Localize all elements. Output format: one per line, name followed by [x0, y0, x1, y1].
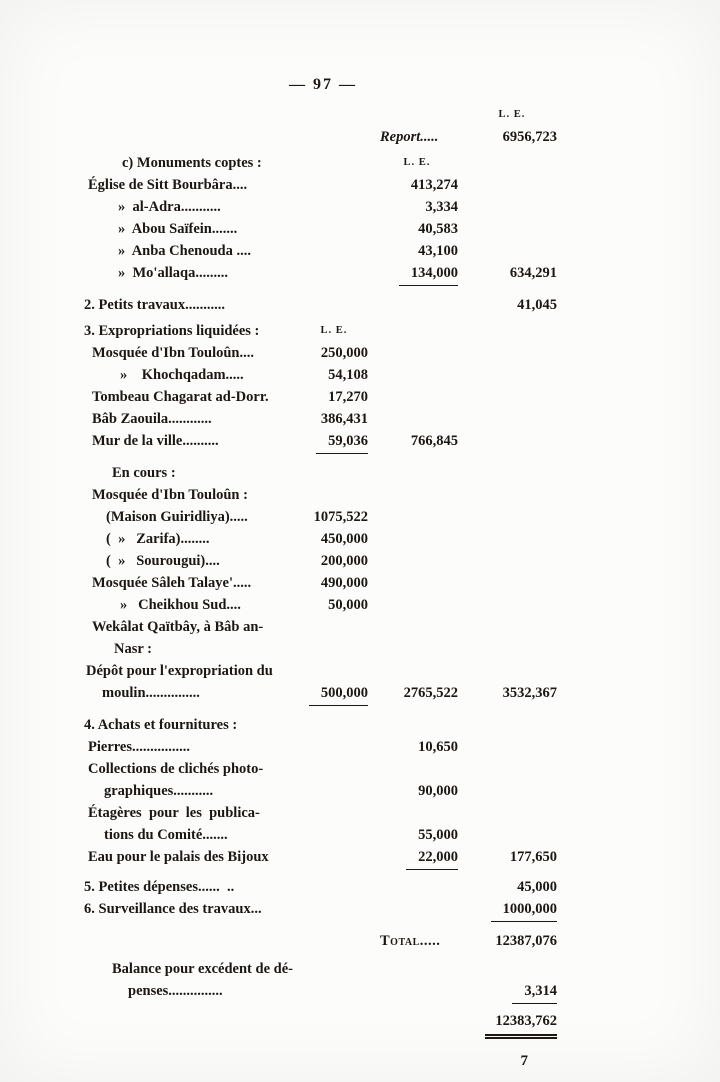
cell-c1 [296, 930, 372, 952]
amount-value: 50,000 [328, 597, 368, 613]
cell-c2 [372, 126, 462, 148]
table-row [84, 550, 562, 572]
cell-c2 [372, 342, 462, 364]
amount-value: 17,270 [328, 389, 368, 405]
cell-c1 [296, 876, 372, 898]
table-row [84, 758, 562, 780]
row-label: Tombeau Chagarat ad-Dorr. [92, 389, 269, 405]
row-label: » Mo'allaqa......... [118, 265, 228, 281]
amount-value: Report..... [380, 129, 439, 145]
cell-c3 [462, 342, 562, 364]
table-row [84, 958, 562, 980]
cell-c1 [296, 408, 372, 430]
cell-c2 [372, 780, 462, 802]
table-row [84, 342, 562, 364]
cell-c2 [372, 218, 462, 240]
cell-c1 [296, 758, 372, 780]
cell-c2 [372, 484, 462, 506]
cell-c2 [372, 550, 462, 572]
currency-column-header: L. E. [320, 325, 348, 336]
page-number-header: — 97 — [289, 76, 357, 93]
table-row [84, 174, 562, 196]
amount-value: 41,045 [517, 297, 557, 313]
cell-c1 [296, 802, 372, 824]
currency-column-header: L. E. [403, 157, 431, 168]
row-label: c) Monuments coptes : [122, 155, 262, 171]
cell-c3 [462, 386, 562, 408]
cell-c1 [296, 342, 372, 364]
cell-c3 [462, 660, 562, 682]
cell-c1 [296, 484, 372, 506]
amount-value: 22,000 [406, 846, 458, 870]
cell-c2 [372, 930, 462, 952]
table-row [84, 876, 562, 898]
table-row [84, 126, 562, 148]
amount-value: 3532,367 [502, 685, 557, 701]
amount-value: 250,000 [320, 345, 368, 361]
table-row [84, 572, 562, 594]
amount-value: 386,431 [320, 411, 368, 427]
cell-c3 [462, 780, 562, 802]
cell-c2 [372, 1010, 462, 1039]
amount-value: 12387,076 [495, 933, 557, 949]
row-label: Mur de la ville.......... [92, 433, 219, 449]
cell-c1 [296, 980, 372, 1004]
cell-c2 [372, 660, 462, 682]
amount-value: 90,000 [418, 783, 458, 799]
cell-c1 [296, 462, 372, 484]
cell-c3 [462, 638, 562, 660]
cell-c2 [372, 898, 462, 922]
statement-table [84, 104, 562, 1039]
table-row [84, 240, 562, 262]
table-row [84, 506, 562, 528]
currency-column-header: L. E. [498, 109, 526, 120]
row-label: Nasr : [114, 641, 152, 657]
cell-c3 [462, 364, 562, 386]
row-label: graphiques........... [104, 783, 214, 799]
cell-c1 [296, 218, 372, 240]
table-row [84, 898, 562, 922]
table-row [84, 430, 562, 454]
cell-c2 [372, 386, 462, 408]
cell-c2 [372, 104, 462, 126]
cell-c3 [462, 528, 562, 550]
cell-c3 [462, 430, 562, 454]
page-content [84, 76, 562, 1070]
cell-c1 [296, 152, 372, 174]
row-label: Bâb Zaouila............ [92, 411, 212, 427]
cell-c3 [462, 958, 562, 980]
cell-c1 [296, 1010, 372, 1039]
cell-c2 [372, 294, 462, 316]
cell-c3 [462, 682, 562, 706]
amount-value: 413,274 [410, 177, 458, 193]
cell-c3 [462, 930, 562, 952]
cell-c2 [372, 506, 462, 528]
cell-c3 [462, 196, 562, 218]
cell-c2 [372, 408, 462, 430]
row-label: » Cheikhou Sud.... [120, 597, 241, 613]
cell-c1 [296, 528, 372, 550]
table-row [84, 262, 562, 286]
row-label: (Maison Guiridliya)..... [106, 509, 248, 525]
cell-c3 [462, 758, 562, 780]
cell-c3 [462, 594, 562, 616]
row-label: 2. Petits travaux........... [84, 297, 225, 313]
cell-c3 [462, 174, 562, 196]
amount-value: 200,000 [320, 553, 368, 569]
row-label: moulin............... [102, 685, 200, 701]
cell-c1 [296, 824, 372, 846]
row-label: Wekâlat Qaïtbây, à Bâb an- [92, 619, 264, 635]
row-label: » Anba Chenouda .... [118, 243, 251, 259]
cell-c2 [372, 594, 462, 616]
cell-c2 [372, 196, 462, 218]
cell-c3 [462, 846, 562, 870]
cell-c2 [372, 430, 462, 454]
cell-c2 [372, 736, 462, 758]
cell-c3 [462, 802, 562, 824]
table-row [84, 408, 562, 430]
table-row [84, 682, 562, 706]
table-row [84, 638, 562, 660]
row-label: Église de Sitt Bourbâra.... [88, 177, 248, 193]
cell-c2 [372, 240, 462, 262]
cell-c1 [296, 780, 372, 802]
row-label: 6. Surveillance des travaux... [84, 901, 262, 917]
cell-c2 [372, 824, 462, 846]
amount-value: 43,100 [418, 243, 458, 259]
cell-c1 [296, 196, 372, 218]
amount-value: Total..... [380, 933, 441, 949]
cell-c2 [372, 758, 462, 780]
cell-c1 [296, 714, 372, 736]
row-label: » Khochqadam..... [120, 367, 244, 383]
cell-c2 [372, 616, 462, 638]
cell-c3 [462, 240, 562, 262]
cell-c1 [296, 506, 372, 528]
cell-c2 [372, 364, 462, 386]
table-row [84, 364, 562, 386]
cell-c3 [462, 462, 562, 484]
amount-value: 10,650 [418, 739, 458, 755]
row-label: Mosquée d'Ibn Touloûn.... [92, 345, 254, 361]
cell-c3 [462, 408, 562, 430]
cell-c3 [462, 126, 562, 148]
cell-c2 [372, 876, 462, 898]
cell-c1 [296, 594, 372, 616]
cell-c1 [296, 550, 372, 572]
cell-c3 [462, 1010, 562, 1039]
table-row [84, 152, 562, 174]
row-label: Eau pour le palais des Bijoux [88, 849, 269, 865]
amount-value: 1075,522 [313, 509, 368, 525]
cell-c1 [296, 364, 372, 386]
cell-c3 [462, 980, 562, 1004]
cell-c3 [462, 898, 562, 922]
cell-c3 [462, 572, 562, 594]
table-row [84, 484, 562, 506]
row-label: 5. Petites dépenses...... .. [84, 879, 235, 895]
cell-c1 [296, 616, 372, 638]
cell-c1 [296, 958, 372, 980]
cell-c3 [462, 616, 562, 638]
table-row [84, 802, 562, 824]
row-label: ( » Zarifa)........ [106, 531, 210, 547]
row-label: 3. Expropriations liquidées : [84, 323, 260, 339]
cell-c3 [462, 876, 562, 898]
table-row [84, 1010, 562, 1039]
table-row [84, 846, 562, 870]
amount-value: 54,108 [328, 367, 368, 383]
amount-value: 490,000 [320, 575, 368, 591]
cell-c1 [296, 294, 372, 316]
row-label: 4. Achats et fournitures : [84, 717, 238, 733]
amount-value: 134,000 [399, 262, 458, 286]
cell-c2 [372, 174, 462, 196]
cell-c2 [372, 682, 462, 706]
cell-c3 [462, 294, 562, 316]
table-row [84, 780, 562, 802]
cell-c2 [372, 802, 462, 824]
cell-c3 [462, 714, 562, 736]
table-row [84, 616, 562, 638]
cell-c3 [462, 550, 562, 572]
cell-c3 [462, 484, 562, 506]
row-label: » Abou Saïfein....... [118, 221, 238, 237]
row-label: Mosquée Sâleh Talaye'..... [92, 575, 252, 591]
cell-c1 [296, 638, 372, 660]
row-label: Pierres................ [88, 739, 191, 755]
cell-c2 [372, 462, 462, 484]
cell-c1 [296, 736, 372, 758]
row-label [84, 930, 296, 952]
row-label [84, 1010, 296, 1039]
amount-value: 59,036 [316, 430, 368, 454]
cell-c1 [296, 898, 372, 922]
row-label: Balance pour excédent de dé- [112, 961, 293, 977]
cell-c1 [296, 430, 372, 454]
amount-value: 500,000 [309, 682, 368, 706]
amount-value: 450,000 [320, 531, 368, 547]
cell-c1 [296, 846, 372, 870]
table-row [84, 196, 562, 218]
cell-c2 [372, 528, 462, 550]
amount-value: 3,314 [512, 980, 557, 1004]
cell-c3 [462, 262, 562, 286]
amount-value: 40,583 [418, 221, 458, 237]
row-label [84, 104, 296, 126]
table-row [84, 736, 562, 758]
amount-value: 177,650 [509, 849, 557, 865]
amount-value: 1000,000 [491, 898, 557, 922]
table-row [84, 660, 562, 682]
table-row [84, 930, 562, 952]
amount-value: 12383,762 [485, 1010, 557, 1039]
cell-c1 [296, 240, 372, 262]
cell-c3 [462, 152, 562, 174]
cell-c1 [296, 126, 372, 148]
cell-c3 [462, 736, 562, 758]
cell-c3 [462, 218, 562, 240]
cell-c2 [372, 320, 462, 342]
row-label: En cours : [112, 465, 176, 481]
table-row [84, 528, 562, 550]
row-label: Étagères pour les publica- [88, 805, 260, 821]
cell-c2 [372, 846, 462, 870]
amount-value: 634,291 [509, 265, 557, 281]
amount-value: 3,334 [425, 199, 458, 215]
table-row [84, 824, 562, 846]
table-row [84, 294, 562, 316]
cell-c2 [372, 980, 462, 1004]
cell-c3 [462, 824, 562, 846]
cell-c1 [296, 660, 372, 682]
row-label: » al-Adra........... [118, 199, 221, 215]
table-row [84, 462, 562, 484]
row-label: Dépôt pour l'expropriation du [86, 663, 273, 679]
cell-c2 [372, 714, 462, 736]
table-row [84, 218, 562, 240]
cell-c1 [296, 682, 372, 706]
cell-c1 [296, 262, 372, 286]
row-label: penses............... [128, 983, 223, 999]
cell-c3 [462, 320, 562, 342]
row-label: Mosquée d'Ibn Touloûn : [92, 487, 248, 503]
row-label [84, 126, 296, 148]
table-row [84, 386, 562, 408]
cell-c3 [462, 506, 562, 528]
row-label: tions du Comité....... [104, 827, 228, 843]
cell-c2 [372, 572, 462, 594]
page-number-footer: 7 [520, 1053, 528, 1069]
row-label: Collections de clichés photo- [88, 761, 264, 777]
amount-value: 55,000 [418, 827, 458, 843]
table-row [84, 594, 562, 616]
cell-c2 [372, 958, 462, 980]
amount-value: 45,000 [517, 879, 557, 895]
cell-c2 [372, 638, 462, 660]
amount-value: 2765,522 [403, 685, 458, 701]
table-row [84, 320, 562, 342]
table-row [84, 980, 562, 1004]
cell-c1 [296, 386, 372, 408]
table-row [84, 714, 562, 736]
cell-c2 [372, 262, 462, 286]
amount-value: 6956,723 [502, 129, 557, 145]
cell-c1 [296, 174, 372, 196]
table-row [84, 104, 562, 126]
cell-c1 [296, 572, 372, 594]
cell-c1 [296, 104, 372, 126]
row-label: ( » Sourougui).... [106, 553, 220, 569]
amount-value: 766,845 [410, 433, 458, 449]
